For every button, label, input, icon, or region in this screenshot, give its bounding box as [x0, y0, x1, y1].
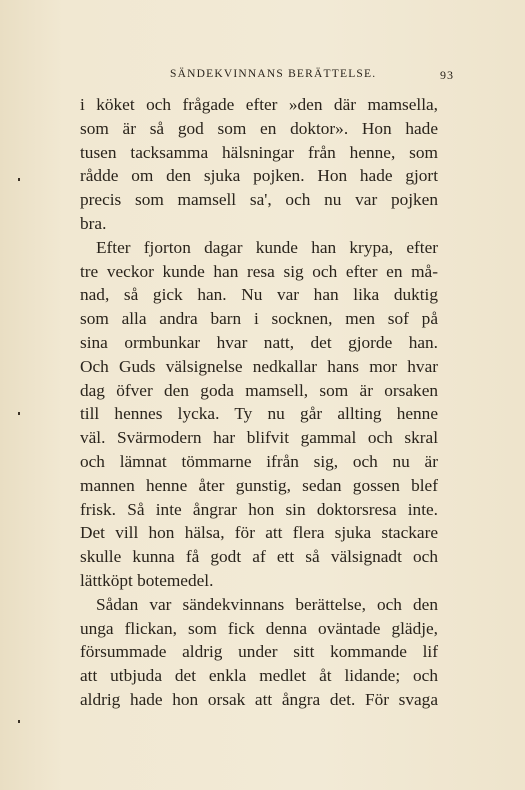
text-line: i köket och frågade efter »den där mamsella,	[80, 95, 438, 114]
text-line: skulle kunna få godt af ett så välsignadt och	[80, 547, 438, 567]
text-line: sina ormbunkar hvar natt, det gjorde han.	[80, 332, 438, 352]
margin-speck	[18, 720, 20, 723]
text-line: rådde om den sjuka pojken. Hon hade gjort	[80, 166, 438, 186]
margin-speck	[18, 178, 20, 181]
text-line: Och Guds välsignelse nedkallar hans mor hvar	[80, 356, 438, 376]
text-line: till hennes lycka. Ty nu går allting henne	[80, 404, 438, 424]
text-line: Efter fjorton dagar kunde han krypa, efter	[96, 237, 438, 257]
text-line: dag öfver den goda mamsell, som är orsaken	[80, 380, 438, 400]
page-number: 93	[440, 68, 454, 82]
text-line: försummade aldrig under sitt kommande lif	[80, 642, 438, 662]
paragraph	[80, 593, 438, 712]
text-line: mannen henne åter gunstig, sedan gossen blef	[80, 475, 438, 495]
text-line: Sådan var sändekvinnans berättelse, och den	[96, 594, 438, 614]
text-line: unga flickan, som fick denna oväntade glädje,	[80, 618, 438, 638]
text-line: Det vill hon hälsa, för att flera sjuka stackare	[80, 523, 438, 543]
running-title: SÄNDEKVINNANS BERÄTTELSE.	[170, 68, 377, 80]
text-line: att utbjuda det enkla medlet åt lidande; och	[80, 666, 438, 686]
paragraph	[80, 93, 438, 236]
text-line: som alla andra barn i socknen, men sof på	[80, 309, 438, 329]
paragraph	[80, 236, 438, 593]
text-line: som är så god som en doktor». Hon hade	[80, 118, 438, 138]
text-line: tusen tacksamma hälsningar från henne, som	[80, 142, 438, 162]
text-line: aldrig hade hon orsak att ångra det. För svaga	[80, 689, 438, 709]
text-line: och lämnat tömmarne ifrån sig, och nu är	[80, 451, 438, 471]
margin-speck	[18, 412, 20, 415]
text-line: lättköpt botemedel.	[80, 570, 214, 590]
text-line: bra.	[80, 213, 107, 233]
text-line: precis som mamsell sa', och nu var pojken	[80, 190, 438, 210]
text-line: nad, så gick han. Nu var han lika duktig	[80, 285, 438, 305]
text-line: frisk. Så inte ångrar hon sin doktorsresa inte.	[80, 499, 438, 519]
text-line: väl. Svärmodern har blifvit gammal och skral	[80, 428, 438, 448]
body-text	[80, 93, 438, 712]
running-head	[78, 68, 454, 84]
text-line: tre veckor kunde han resa sig och efter en må-	[80, 261, 438, 281]
